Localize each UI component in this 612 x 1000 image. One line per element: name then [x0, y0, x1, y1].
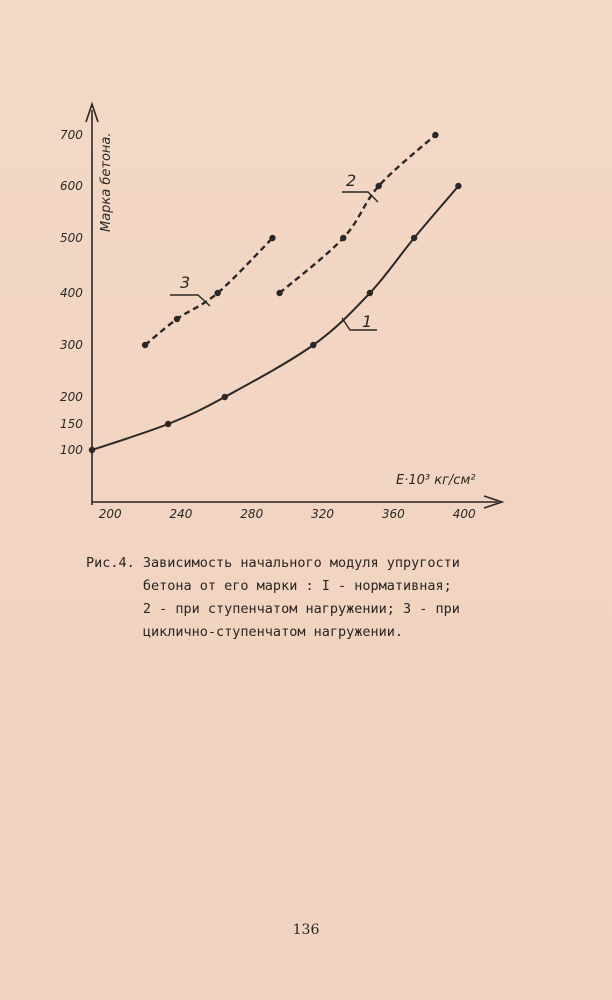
series-group — [89, 132, 462, 453]
y-tick-label-500: 500 — [60, 231, 83, 245]
caption-line-4: циклично-ступенчатом нагружении. — [86, 624, 403, 640]
series-label-1: 1 — [362, 312, 373, 331]
series-1-point-0 — [89, 447, 95, 453]
x-tick-label-240: 240 — [169, 507, 193, 521]
caption-line-2: бетона от его марки : I - нормативная; — [86, 578, 452, 594]
leader-2 — [342, 192, 378, 202]
series-3-point-1 — [174, 316, 180, 322]
series-line-2 — [280, 135, 436, 293]
y-axis-title: Марка бетона. — [99, 132, 114, 232]
y-tick-label-100: 100 — [60, 443, 83, 457]
y-tick-label-700: 700 — [60, 128, 83, 142]
y-tick-label-600: 600 — [60, 179, 83, 193]
series-1-point-5 — [411, 235, 417, 241]
page-number: 136 — [292, 922, 320, 938]
series-3-point-3 — [269, 235, 275, 241]
series-3-point-2 — [215, 290, 221, 296]
y-tick-label-200: 200 — [60, 390, 83, 404]
series-label-3: 3 — [180, 273, 191, 292]
y-tick-label-300: 300 — [60, 338, 83, 352]
series-labels — [170, 171, 378, 331]
series-2-point-3 — [432, 132, 438, 138]
x-tick-labels — [99, 507, 476, 521]
x-tick-label-280: 280 — [240, 507, 264, 521]
x-tick-label-400: 400 — [452, 507, 476, 521]
caption-line-1: Рис.4. Зависимость начального модуля упругости — [86, 555, 460, 571]
y-tick-label-150: 150 — [60, 417, 83, 431]
series-1-point-1 — [165, 421, 171, 427]
series-2-point-2 — [376, 183, 382, 189]
series-2-point-0 — [276, 290, 282, 296]
figure-caption — [86, 552, 556, 644]
series-2-point-1 — [340, 235, 346, 241]
series-line-1 — [92, 186, 458, 450]
series-1-point-6 — [455, 183, 461, 189]
x-axis-title: E·10³ кг/см² — [396, 473, 476, 488]
series-1-point-3 — [310, 342, 316, 348]
y-tick-label-400: 400 — [60, 286, 83, 300]
caption-line-3: 2 - при ступенчатом нагружении; 3 - при — [86, 601, 460, 617]
series-label-2: 2 — [346, 171, 357, 190]
series-1-point-4 — [367, 290, 373, 296]
y-tick-labels — [60, 128, 83, 457]
x-tick-label-320: 320 — [311, 507, 335, 521]
x-tick-label-360: 360 — [381, 507, 405, 521]
series-3-point-0 — [142, 342, 148, 348]
series-1-point-2 — [222, 394, 228, 400]
series-line-3 — [145, 238, 272, 345]
x-tick-label-200: 200 — [98, 507, 122, 521]
axes — [86, 104, 502, 508]
